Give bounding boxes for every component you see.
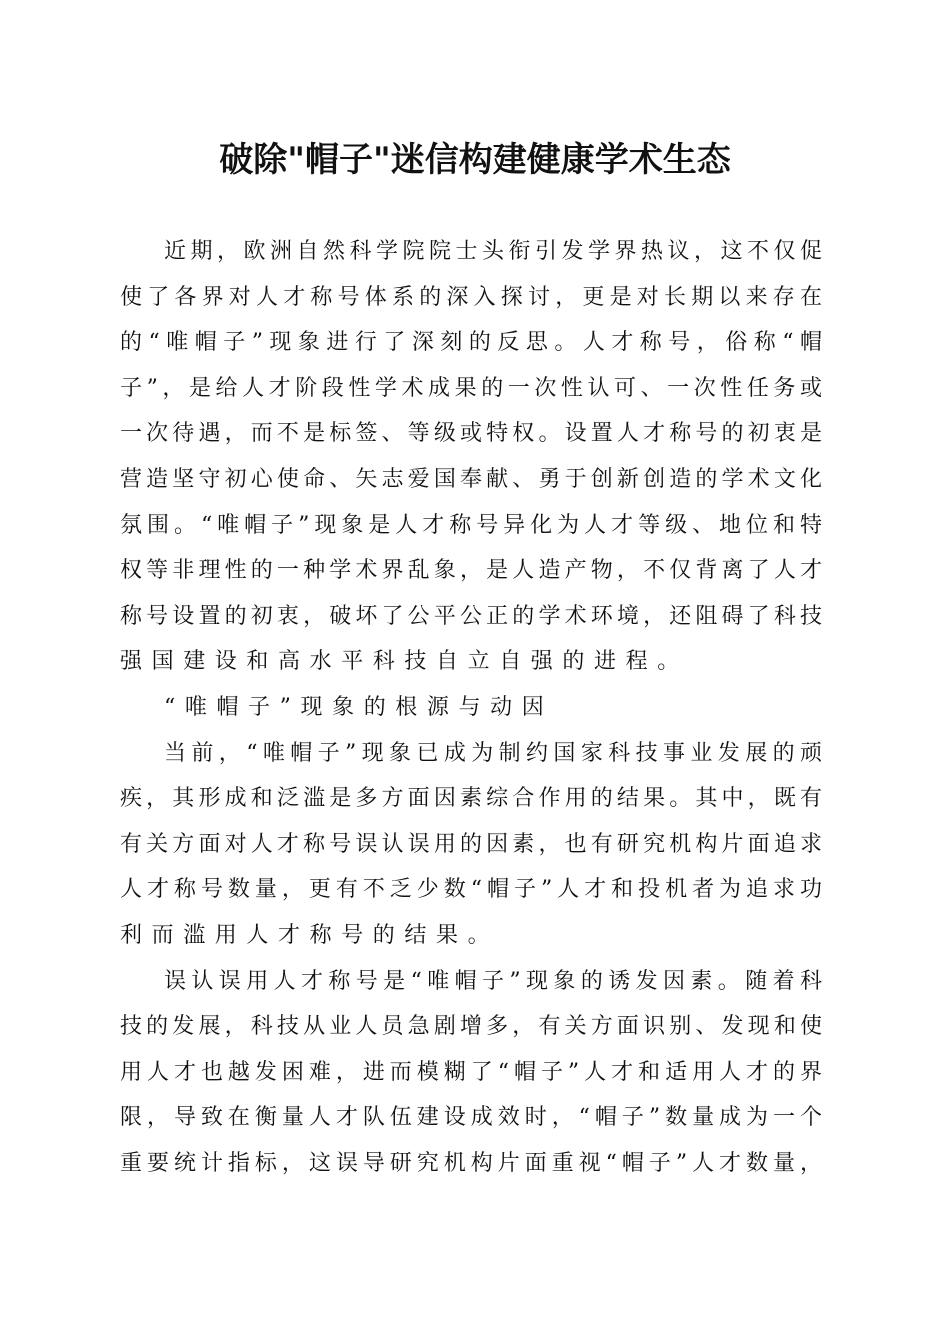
- document-title: 破除"帽子"迷信构建健康学术生态: [219, 140, 731, 180]
- paragraph: [120, 229, 822, 685]
- text-line: 疾，其形成和泛滥是多方面因素综合作用的结果。其中，既有: [120, 786, 822, 812]
- text-line: 用人才也越发困难，进而模糊了“帽子”人才和适用人才的界: [120, 1059, 822, 1085]
- paragraph: [120, 959, 822, 1187]
- text-line: 当前，“唯帽子”现象已成为制约国家科技事业发展的顽: [164, 740, 822, 766]
- paragraph: [120, 731, 822, 959]
- text-line: 有关方面对人才称号误认误用的因素，也有研究机构片面追求: [120, 831, 822, 857]
- text-line: 权等非理性的一种学术界乱象，是人造产物，不仅背离了人才: [120, 558, 822, 584]
- text-line: 人才称号数量，更有不乏少数“帽子”人才和投机者为追求功: [120, 877, 822, 903]
- text-line: 重要统计指标，这误导研究机构片面重视“帽子”人才数量，: [120, 1150, 822, 1176]
- text-line: 强国建设和高水平科技自立自强的进程。: [120, 649, 689, 675]
- text-line: 一次待遇，而不是标签、等级或特权。设置人才称号的初衷是: [120, 421, 822, 447]
- text-line: 子”，是给人才阶段性学术成果的一次性认可、一次性任务或: [120, 375, 822, 401]
- text-line: 利而滥用人才称号的结果。: [120, 922, 500, 948]
- text-line: 的“唯帽子”现象进行了深刻的反思。人才称号，俗称“帽: [120, 330, 822, 356]
- text-line: 称号设置的初衷，破坏了公平公正的学术环境，还阻碍了科技: [120, 603, 822, 629]
- text-line: 营造坚守初心使命、矢志爱国奉献、勇于创新创造的学术文化: [120, 466, 822, 492]
- text-line: 近期，欧洲自然科学院院士头衔引发学界热议，这不仅促: [164, 239, 822, 264]
- text-line: 误认误用人才称号是“唯帽子”现象的诱发因素。随着科: [164, 968, 822, 994]
- text-line: 氛围。“唯帽子”现象是人才称号异化为人才等级、地位和特: [120, 512, 822, 538]
- text-line: 使了各界对人才称号体系的深入探讨，更是对长期以来存在: [120, 284, 822, 310]
- document-body: [120, 229, 822, 1186]
- text-line: “唯帽子”现象的根源与动因: [164, 694, 554, 720]
- section-heading: [120, 685, 822, 731]
- text-line: 技的发展，科技从业人员急剧增多，有关方面识别、发现和使: [120, 1014, 822, 1040]
- text-line: 限，导致在衡量人才队伍建设成效时，“帽子”数量成为一个: [120, 1105, 822, 1131]
